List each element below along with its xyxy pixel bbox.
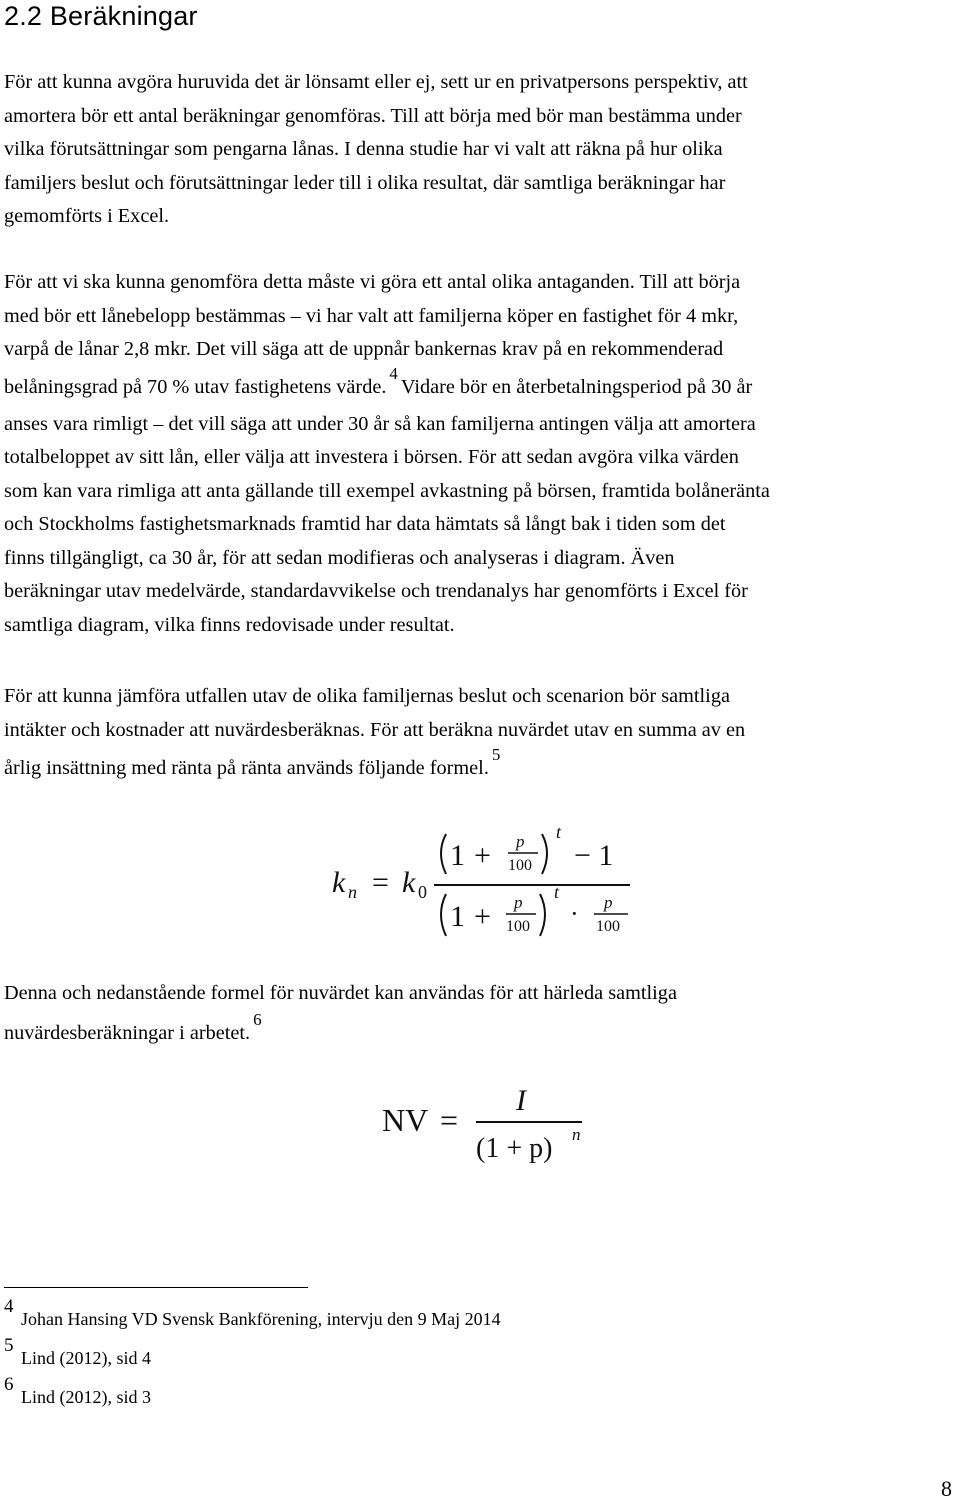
paragraph-line: För att kunna avgöra huruvida det är lönsamt eller ej, sett ur en privatpersons perspektiv, att xyxy=(4,71,748,93)
formula-p: p xyxy=(516,832,525,851)
formula-exp: t xyxy=(554,882,560,902)
footnote-divider xyxy=(4,1287,308,1288)
section-title: 2.2 Beräkningar xyxy=(4,1,198,31)
paren-close xyxy=(542,834,547,874)
annuity-formula-svg xyxy=(330,822,640,946)
paragraph-line: finns tillgängligt, ca 30 år, för att sedan modifieras och analyseras i diagram. Även xyxy=(4,546,675,569)
footnote-ref-5[interactable]: 5 xyxy=(491,745,501,764)
footnote-ref-6[interactable]: 6 xyxy=(253,1009,262,1029)
paragraph-line: Denna och nedanstående formel för nuvärdet kan användas för att härleda samtliga xyxy=(4,982,677,1004)
footnote-number: 5 xyxy=(4,1335,14,1356)
paragraph-line: familjers beslut och förutsättningar leder till i olika resultat, där samtliga beräkningar har xyxy=(4,171,726,194)
formula-plus: + xyxy=(474,839,491,872)
paragraph-line: totalbeloppet av sitt lån, eller välja att investera i börsen. För att sedan avgöra vilka värden xyxy=(4,446,739,468)
paragraph-line: amortera bör ett antal beräkningar genomföras. Till att börja med bör man bestämma under xyxy=(4,104,742,127)
formula-dot: · xyxy=(570,899,579,928)
paragraph-line: som kan vara rimliga att anta gällande till exempel avkastning på börsen, framtida bolåneränta xyxy=(4,479,770,502)
formula-numerator: I xyxy=(516,1084,526,1117)
paragraph-line: För att kunna jämföra utfallen utav de olika familjernas beslut och scenarion bör samtliga xyxy=(4,685,730,707)
footnote-number: 4 xyxy=(4,1296,14,1317)
formula-lhs-sub: n xyxy=(348,882,357,902)
line-text: Vidare bör en återbetalningsperiod på 30 år xyxy=(400,375,753,398)
formula-hundred: 100 xyxy=(508,857,532,874)
paragraph-formula-note xyxy=(4,977,956,1056)
footnote-ref-4[interactable]: 4 xyxy=(389,363,398,383)
line-text: årlig insättning med ränta på ränta används följande formel. xyxy=(4,757,489,779)
formula-one: 1 xyxy=(450,839,465,872)
footnote-text: Lind (2012), sid 3 xyxy=(21,1387,151,1407)
paragraph-line: anses vara rimligt – det vill säga att under 30 år så kan familjerna antingen välja att amortera xyxy=(4,412,756,435)
formula-exp: n xyxy=(572,1125,581,1144)
paragraph-assumptions xyxy=(4,266,956,642)
paragraph-line: gemomförts i Excel. xyxy=(4,205,170,227)
paragraph-line: samtliga diagram, vilka finns redovisade under resultat. xyxy=(4,613,455,636)
paragraph-line: och Stockholms fastighetsmarknads framtid har data hämtats så långt bak i tiden som det xyxy=(4,513,726,535)
paragraph-line xyxy=(4,747,956,790)
paragraph-line: beräkningar utav medelvärde, standardavvikelse och trendanalys har genomförts i Excel för xyxy=(4,580,748,602)
footnote-text: Lind (2012), sid 4 xyxy=(21,1348,151,1368)
present-value-formula xyxy=(380,1080,590,1164)
formula-p: p xyxy=(604,893,613,912)
line-text: belåningsgrad på 70 % utav fastighetens värde. xyxy=(4,375,387,398)
formula-plus: + xyxy=(474,900,491,933)
footnote-text: Johan Hansing VD Svensk Bankförening, intervju den 9 Maj 2014 xyxy=(21,1309,501,1329)
paragraph-line xyxy=(4,363,956,408)
page-number: 8 xyxy=(941,1476,952,1501)
annuity-formula xyxy=(330,822,640,946)
paren-open xyxy=(441,834,446,874)
paragraph-line: med bör ett lånebelopp bestämmas – vi har valt att familjerna köper en fastighet för 4 mkr, xyxy=(4,304,739,327)
formula-exp: t xyxy=(556,822,562,842)
formula-one: 1 xyxy=(450,900,465,933)
footnote-number: 6 xyxy=(4,1374,14,1395)
paragraph-line xyxy=(4,1011,956,1056)
formula-lhs-var: k xyxy=(332,866,346,899)
paragraph-line: varpå de lånar 2,8 mkr. Det vill säga att de uppnår bankernas krav på en rekommenderad xyxy=(4,338,724,360)
formula-lhs: NV xyxy=(382,1102,429,1138)
formula-equals: = xyxy=(372,866,389,899)
formula-hundred: 100 xyxy=(506,918,530,935)
line-text: nuvärdesberäkningar i arbetet. xyxy=(4,1021,251,1044)
paragraph-line: vilka förutsättningar som pengarna lånas. I denna studie har vi valt att räkna på hur olika xyxy=(4,138,723,160)
formula-p: p xyxy=(514,893,523,912)
formula-equals: = xyxy=(440,1102,459,1138)
formula-coef: k xyxy=(402,866,416,899)
formula-hundred: 100 xyxy=(596,918,620,935)
formula-minus-one: − 1 xyxy=(574,839,614,872)
formula-denominator: (1 + p) xyxy=(476,1133,553,1164)
present-value-formula-svg xyxy=(380,1080,590,1164)
paragraph-intro xyxy=(4,66,956,234)
paragraph-present-value xyxy=(4,680,956,790)
paren-open xyxy=(441,894,446,936)
paren-close xyxy=(540,894,545,936)
formula-coef-sub: 0 xyxy=(418,882,427,902)
paragraph-line: För att vi ska kunna genomföra detta måste vi göra ett antal olika antaganden. Till att börja xyxy=(4,271,741,293)
paragraph-line: intäkter och kostnader att nuvärdesberäknas. För att beräkna nuvärdet utav en summa av en xyxy=(4,718,746,741)
